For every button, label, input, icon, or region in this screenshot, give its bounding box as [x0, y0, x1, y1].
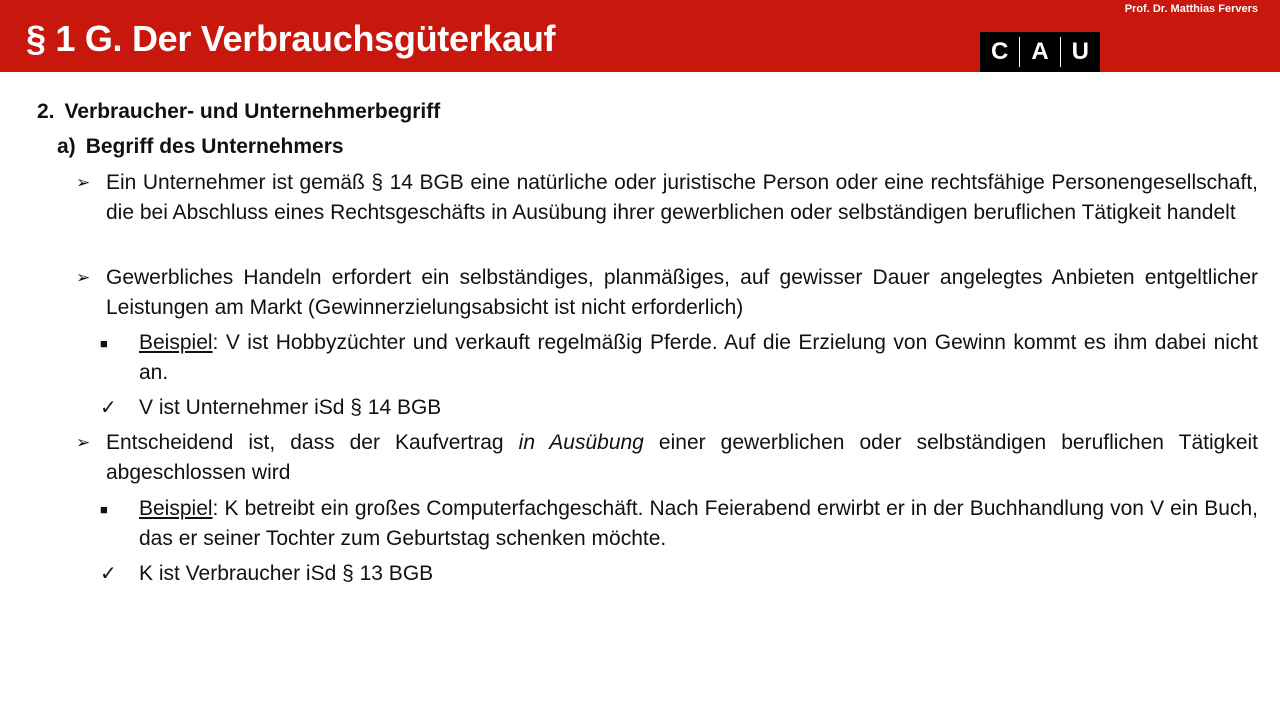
result-text: K ist Verbraucher iSd § 13 BGB	[139, 562, 434, 585]
logo-letter-c: C	[990, 38, 1009, 65]
arrow-bullet-icon: ➢	[76, 268, 91, 287]
example-label: Beispiel	[139, 331, 213, 354]
bullet-text	[106, 428, 1258, 488]
example-text	[139, 494, 1258, 554]
bullet-point	[76, 263, 1258, 323]
example-text	[139, 328, 1258, 388]
arrow-bullet-icon: ➢	[76, 173, 91, 192]
bullet-point	[76, 168, 1258, 228]
example-body: : K betreibt ein großes Computerfachgeschäft. Nach Feierabend erwirbt er in der Buchhandlung von V ein Buch, das er seiner Tochter zum Geburtstag schenken möchte.	[139, 497, 1258, 550]
subsection-title: Begriff des Unternehmers	[85, 135, 344, 158]
section-title: Verbraucher- und Unternehmerbegriff	[64, 100, 441, 123]
example-item	[100, 328, 1258, 388]
example-body: : V ist Hobbyzüchter und verkauft regelmäßig Pferde. Auf die Erzielung von Gewinn kommt es ihm dabei nicht an.	[139, 331, 1258, 384]
checkmark-icon: ✓	[100, 563, 117, 585]
subsection-number: a)	[57, 135, 76, 158]
bullet-text: Gewerbliches Handeln erfordert ein selbständiges, planmäßiges, auf gewisser Dauer angelegtes Anbieten entgeltlicher Leistungen am Markt (Gewinnerzielungsabsicht ist nicht erforderlich)	[106, 266, 1258, 319]
square-bullet-icon: ■	[100, 336, 108, 351]
result-text: V ist Unternehmer iSd § 14 BGB	[139, 396, 442, 419]
arrow-bullet-icon: ➢	[76, 433, 91, 452]
author-name: Prof. Dr. Matthias Fervers	[1124, 3, 1258, 15]
square-bullet-icon: ■	[100, 502, 108, 517]
bullet-point	[76, 428, 1258, 488]
subsection-heading	[57, 134, 344, 160]
slide-title: § 1 G. Der Verbrauchsgüterkauf	[26, 18, 556, 59]
example-item	[100, 494, 1258, 554]
bullet-text: Ein Unternehmer ist gemäß § 14 BGB eine natürliche oder juristische Person oder eine rechtsfähige Personengesellschaft, die bei Abschluss eines Rechtsgeschäfts in Ausübung ihrer gewerblichen oder selbständigen beruflichen Tätigkeit handelt	[106, 171, 1258, 224]
logo-letter-u: U	[1071, 38, 1089, 65]
bullet-text-start: Entscheidend ist, dass der Kaufvertrag	[106, 431, 519, 454]
bullet-text-end: einer gewerblichen oder selbständigen beruflichen Tätigkeit abgeschlossen wird	[106, 431, 1259, 484]
section-number: 2.	[37, 100, 55, 123]
section-heading	[37, 99, 440, 125]
logo-letter-a: A	[1031, 38, 1049, 65]
bullet-text-italic: in Ausübung	[518, 431, 644, 454]
example-label: Beispiel	[139, 497, 213, 520]
result-item	[100, 559, 1258, 589]
result-item	[100, 393, 1258, 423]
checkmark-icon: ✓	[100, 397, 117, 419]
